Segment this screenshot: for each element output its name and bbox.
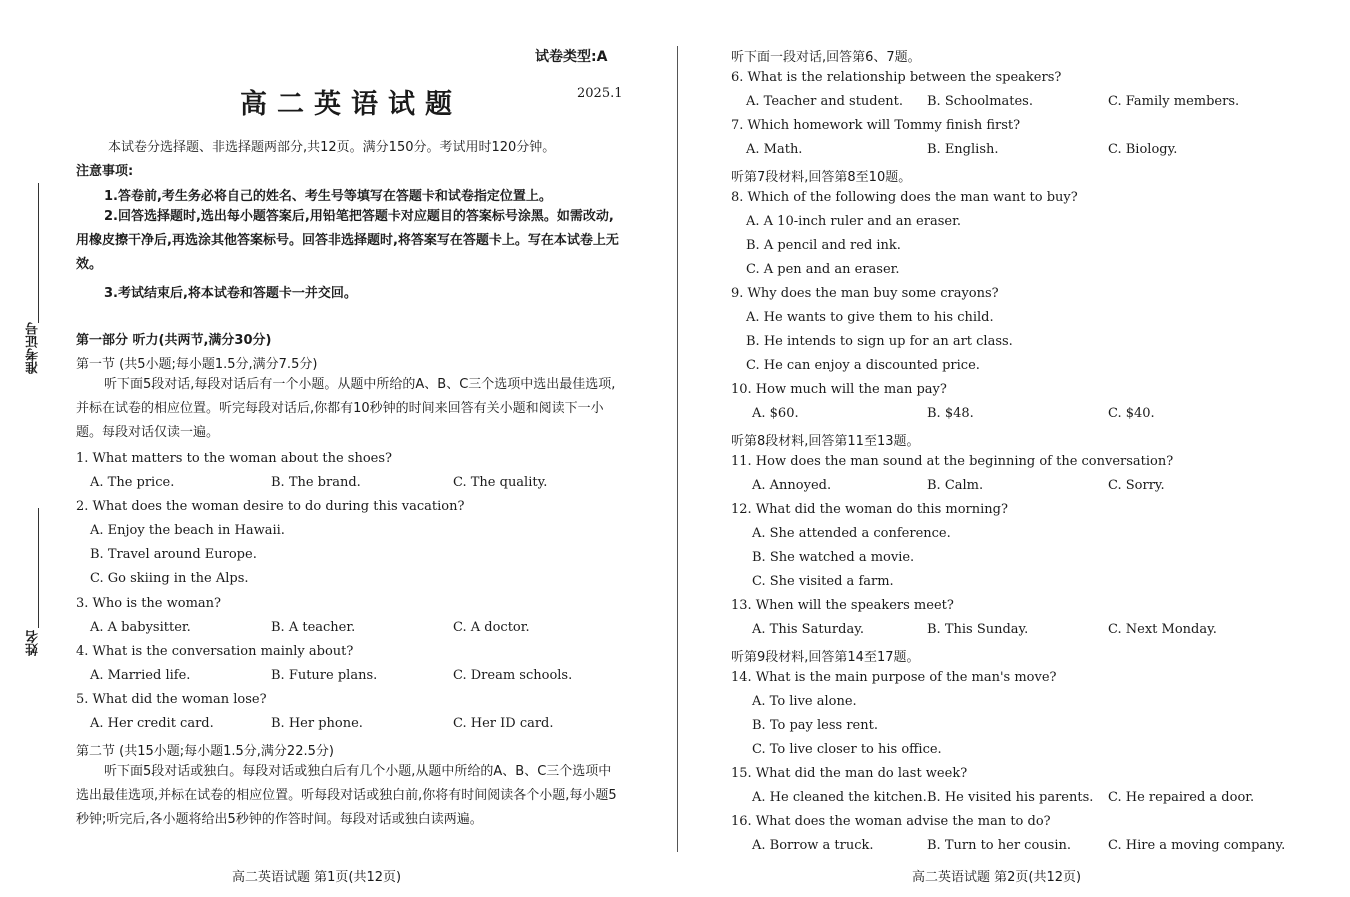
section2-heading: 第二节 (共15小题;每小题1.5分,满分22.5分) [76, 744, 334, 759]
question-5: 5. What did the woman lose? [76, 692, 267, 707]
name-label: 姓名 [26, 630, 41, 656]
notice-item-2: 2.回答选择题时,选出每小题答案后,用铅笔把答题卡对应题目的答案标号涂黑。如需改动,用橡皮擦干净后,再选涂其他答案标号。回答非选择题时,将答案写在答题卡上。写在本试卷上无效。 [76, 209, 619, 272]
option-8b[interactable]: B. A pencil and red ink. [746, 238, 901, 253]
notice-item-1: 1.答卷前,考生务必将自己的姓名、考生号等填写在答题卡和试卷指定位置上。 [104, 189, 552, 204]
footer-right: 高二英语试题 第2页(共12页) [912, 870, 1082, 885]
option-4a[interactable]: A. Married life. [90, 668, 191, 683]
question-15: 15. What did the man do last week? [731, 766, 968, 781]
part1-heading: 第一部分 听力(共两节,满分30分) [76, 333, 272, 348]
section2-instructions: 听下面5段对话或独白。每段对话或独白后有几个小题,从题中所给的A、B、C三个选项中选出最佳选项,并标在试卷的相应位置。听每段对话或独白前,你将有时间阅读各个小题,每小题5秒钟;听完后,各小题将给出5秒钟的作答时间。每段对话或独白读两遍。 [76, 764, 617, 827]
option-13b[interactable]: B. This Sunday. [927, 622, 1029, 637]
option-15b[interactable]: B. He visited his parents. [927, 790, 1094, 805]
segment-8-heading: 听第8段材料,回答第11至13题。 [731, 434, 920, 449]
option-13c[interactable]: C. Next Monday. [1108, 622, 1217, 637]
section1-instructions: 听下面5段对话,每段对话后有一个小题。从题中所给的A、B、C三个选项中选出最佳选项,并标在试卷的相应位置。听完每段对话后,你都有10秒钟的时间来回答有关小题和阅读下一小题。每段对话仅读一遍。 [76, 377, 616, 440]
question-12: 12. What did the woman do this morning? [731, 502, 1008, 517]
name-line [38, 508, 39, 628]
question-2: 2. What does the woman desire to do during this vacation? [76, 499, 465, 514]
question-1: 1. What matters to the woman about the shoes? [76, 451, 393, 466]
option-1b[interactable]: B. The brand. [271, 475, 361, 490]
option-16a[interactable]: A. Borrow a truck. [752, 838, 874, 853]
question-10: 10. How much will the man pay? [731, 382, 947, 397]
option-11a[interactable]: A. Annoyed. [752, 478, 832, 493]
option-2b[interactable]: B. Travel around Europe. [90, 547, 257, 562]
option-14a[interactable]: A. To live alone. [752, 694, 857, 709]
option-10b[interactable]: B. $48. [927, 406, 974, 421]
option-6c[interactable]: C. Family members. [1108, 94, 1240, 109]
option-14b[interactable]: B. To pay less rent. [752, 718, 878, 733]
option-3a[interactable]: A. A babysitter. [90, 620, 191, 635]
option-13a[interactable]: A. This Saturday. [752, 622, 864, 637]
option-15a[interactable]: A. He cleaned the kitchen. [752, 790, 927, 805]
intro-text: 本试卷分选择题、非选择题两部分,共12页。满分150分。考试用时120分钟。 [108, 140, 556, 155]
question-11: 11. How does the man sound at the beginning of the conversation? [731, 454, 1174, 469]
option-3c[interactable]: C. A doctor. [453, 620, 530, 635]
question-14: 14. What is the main purpose of the man's move? [731, 670, 1057, 685]
page-title: 高二英语试题 [240, 89, 462, 120]
option-5b[interactable]: B. Her phone. [271, 716, 363, 731]
option-7b[interactable]: B. English. [927, 142, 999, 157]
option-14c[interactable]: C. To live closer to his office. [752, 742, 942, 757]
option-6b[interactable]: B. Schoolmates. [927, 94, 1033, 109]
option-4c[interactable]: C. Dream schools. [453, 668, 573, 683]
exam-no-line [38, 183, 39, 323]
option-7c[interactable]: C. Biology. [1108, 142, 1178, 157]
option-8c[interactable]: C. A pen and an eraser. [746, 262, 900, 277]
question-16: 16. What does the woman advise the man to do? [731, 814, 1051, 829]
option-1a[interactable]: A. The price. [90, 475, 175, 490]
question-4: 4. What is the conversation mainly about? [76, 644, 354, 659]
option-1c[interactable]: C. The quality. [453, 475, 548, 490]
option-16c[interactable]: C. Hire a moving company. [1108, 838, 1286, 853]
option-12c[interactable]: C. She visited a farm. [752, 574, 894, 589]
section1-heading: 第一节 (共5小题;每小题1.5分,满分7.5分) [76, 357, 318, 372]
question-3: 3. Who is the woman? [76, 596, 221, 611]
option-10c[interactable]: C. $40. [1108, 406, 1155, 421]
question-13: 13. When will the speakers meet? [731, 598, 954, 613]
option-2a[interactable]: A. Enjoy the beach in Hawaii. [90, 523, 285, 538]
option-9c[interactable]: C. He can enjoy a discounted price. [746, 358, 980, 373]
option-11c[interactable]: C. Sorry. [1108, 478, 1165, 493]
question-8: 8. Which of the following does the man want to buy? [731, 190, 1078, 205]
question-7: 7. Which homework will Tommy finish first? [731, 118, 1021, 133]
page-divider [677, 46, 678, 852]
question-9: 9. Why does the man buy some crayons? [731, 286, 999, 301]
option-10a[interactable]: A. $60. [752, 406, 799, 421]
option-9a[interactable]: A. He wants to give them to his child. [746, 310, 994, 325]
option-6a[interactable]: A. Teacher and student. [746, 94, 904, 109]
segment-7-heading: 听第7段材料,回答第8至10题。 [731, 170, 912, 185]
option-16b[interactable]: B. Turn to her cousin. [927, 838, 1071, 853]
option-2c[interactable]: C. Go skiing in the Alps. [90, 571, 249, 586]
option-5a[interactable]: A. Her credit card. [90, 716, 214, 731]
option-8a[interactable]: A. A 10-inch ruler and an eraser. [746, 214, 961, 229]
paper-type: 试卷类型:A [535, 49, 608, 65]
option-4b[interactable]: B. Future plans. [271, 668, 378, 683]
question-6: 6. What is the relationship between the speakers? [731, 70, 1062, 85]
option-7a[interactable]: A. Math. [746, 142, 803, 157]
footer-left: 高二英语试题 第1页(共12页) [232, 870, 402, 885]
option-3b[interactable]: B. A teacher. [271, 620, 356, 635]
notice-item-3: 3.考试结束后,将本试卷和答题卡一并交回。 [104, 286, 357, 301]
option-11b[interactable]: B. Calm. [927, 478, 984, 493]
segment-9-heading: 听第9段材料,回答第14至17题。 [731, 650, 920, 665]
option-5c[interactable]: C. Her ID card. [453, 716, 554, 731]
notice-heading: 注意事项: [76, 164, 134, 179]
exam-date: 2025.1 [577, 86, 623, 101]
option-15c[interactable]: C. He repaired a door. [1108, 790, 1255, 805]
option-12b[interactable]: B. She watched a movie. [752, 550, 915, 565]
option-9b[interactable]: B. He intends to sign up for an art class. [746, 334, 1013, 349]
option-12a[interactable]: A. She attended a conference. [752, 526, 951, 541]
segment-6-heading: 听下面一段对话,回答第6、7题。 [731, 50, 921, 65]
exam-no-label: 准考证号 [26, 322, 41, 374]
